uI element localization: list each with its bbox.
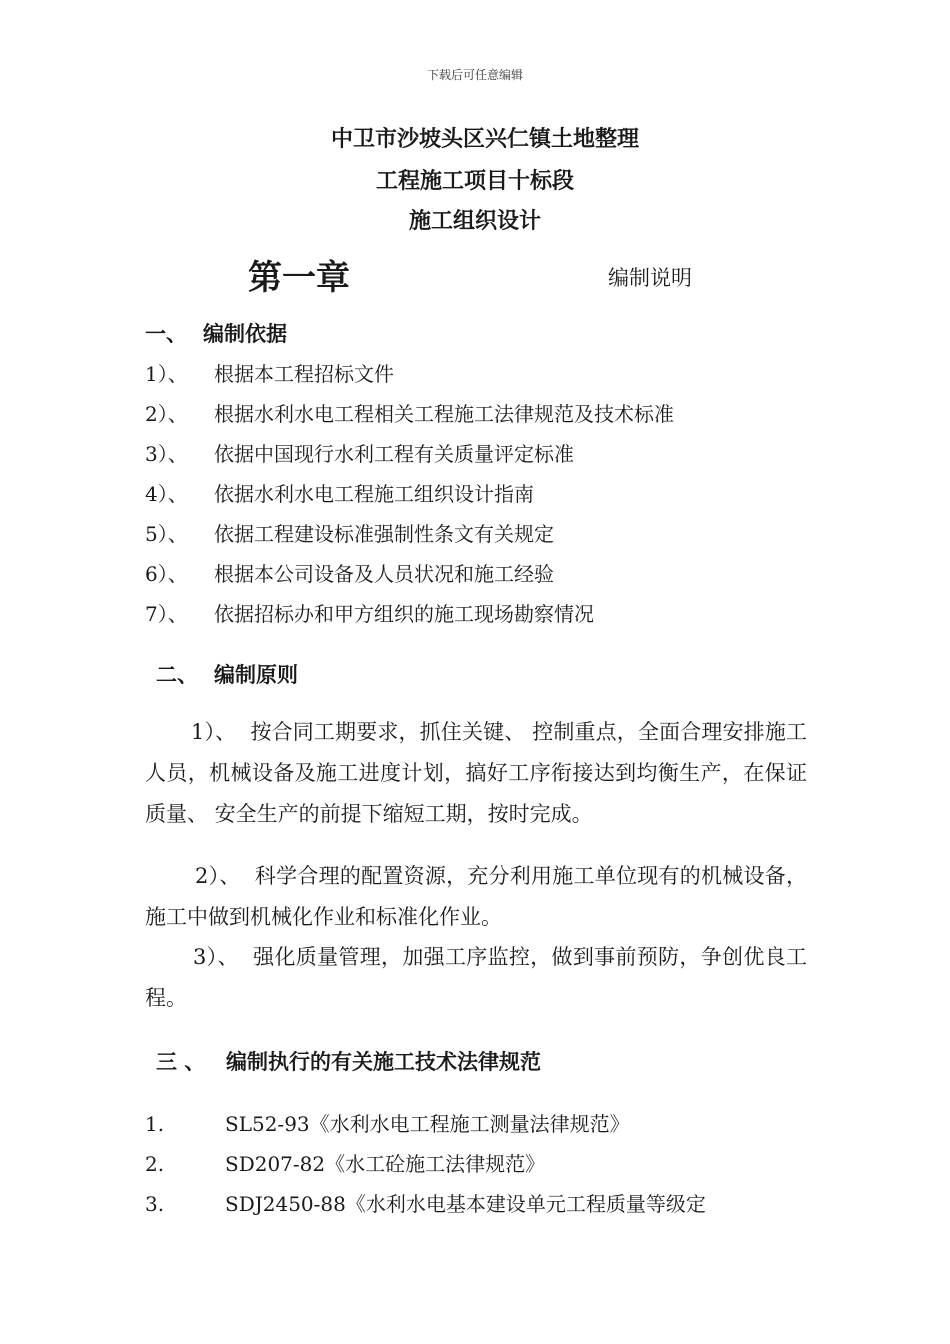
- list-item-text: SD207-82《水工砼施工法律规范》: [225, 1152, 546, 1176]
- chapter-name: 编制说明: [608, 266, 692, 290]
- list-item-number: 1）、: [145, 362, 188, 386]
- paragraph-text: 按合同工期要求，抓住关键、 控制重点，全面合理安排施工人员，机械设备及施工进度计划，搞好工序衔接达到均衡生产，在保证质量、 安全生产的前提下缩短工期，按时完成。: [145, 720, 807, 826]
- list-item: [145, 1148, 545, 1177]
- list-item: [145, 518, 554, 547]
- document-title-line-3: 施工组织设计: [408, 208, 541, 234]
- list-item-number: 7）、: [145, 602, 188, 626]
- list-item-number: 2）、: [145, 402, 188, 426]
- list-item-text: 根据水利水电工程相关工程施工法律规范及技术标准: [214, 402, 674, 426]
- section-heading-basis: [145, 318, 287, 348]
- section-marker: 三 、: [156, 1049, 206, 1074]
- section-marker: 一、: [145, 321, 187, 346]
- paragraph-number: 3）、: [193, 945, 239, 969]
- list-item-text: SDJ2450-88《水利水电基本建设单元工程质量等级定: [225, 1192, 706, 1216]
- list-item: [145, 598, 594, 627]
- section-title: 编制依据: [203, 321, 287, 346]
- list-item-number: 4）、: [145, 482, 188, 506]
- list-item: [145, 478, 534, 507]
- list-item-text: SL52-93《水利水电工程施工测量法律规范》: [225, 1112, 630, 1136]
- list-item: [145, 1188, 706, 1217]
- section-marker: 二、: [156, 662, 198, 687]
- paragraph-number: 1）、: [191, 720, 237, 744]
- list-item-number: 5）、: [145, 522, 188, 546]
- list-item: [145, 398, 674, 427]
- paragraph-text: 强化质量管理，加强工序监控，做到事前预防，争创优良工程。: [145, 945, 807, 1010]
- list-item-number: 6）、: [145, 562, 188, 586]
- section-heading-standards: [156, 1046, 541, 1076]
- list-item-number: 3）、: [145, 442, 188, 466]
- list-item-text: 依据水利水电工程施工组织设计指南: [214, 482, 534, 506]
- principle-paragraph: [145, 937, 807, 1019]
- header-note: 下载后可任意编辑: [426, 68, 523, 82]
- list-item-number: 3.: [145, 1192, 165, 1216]
- list-item-text: 依据工程建设标准强制性条文有关规定: [214, 522, 554, 546]
- principle-paragraph: [145, 712, 807, 835]
- paragraph-text: 科学合理的配置资源，充分利用施工单位现有的机械设备，施工中做到机械化作业和标准化作业。: [145, 864, 807, 929]
- section-heading-principles: [156, 659, 298, 689]
- list-item-number: 1.: [145, 1112, 165, 1136]
- list-item-text: 根据本公司设备及人员状况和施工经验: [214, 562, 554, 586]
- list-item-text: 依据招标办和甲方组织的施工现场勘察情况: [214, 602, 594, 626]
- section-title: 编制执行的有关施工技术法律规范: [226, 1049, 541, 1074]
- list-item: [145, 438, 574, 467]
- list-item-text: 根据本工程招标文件: [214, 362, 394, 386]
- document-title-line-2: 工程施工项目十标段: [375, 168, 574, 194]
- list-item: [145, 558, 554, 587]
- document-title-line-1: 中卫市沙坡头区兴仁镇土地整理: [330, 126, 639, 152]
- list-item-text: 依据中国现行水利工程有关质量评定标准: [214, 442, 574, 466]
- list-item: [145, 358, 394, 387]
- list-item-number: 2.: [145, 1152, 165, 1176]
- list-item: [145, 1108, 630, 1137]
- chapter-label: 第一章: [248, 258, 350, 298]
- section-title: 编制原则: [214, 662, 298, 687]
- principle-paragraph: [145, 856, 807, 938]
- paragraph-number: 2）、: [195, 864, 241, 888]
